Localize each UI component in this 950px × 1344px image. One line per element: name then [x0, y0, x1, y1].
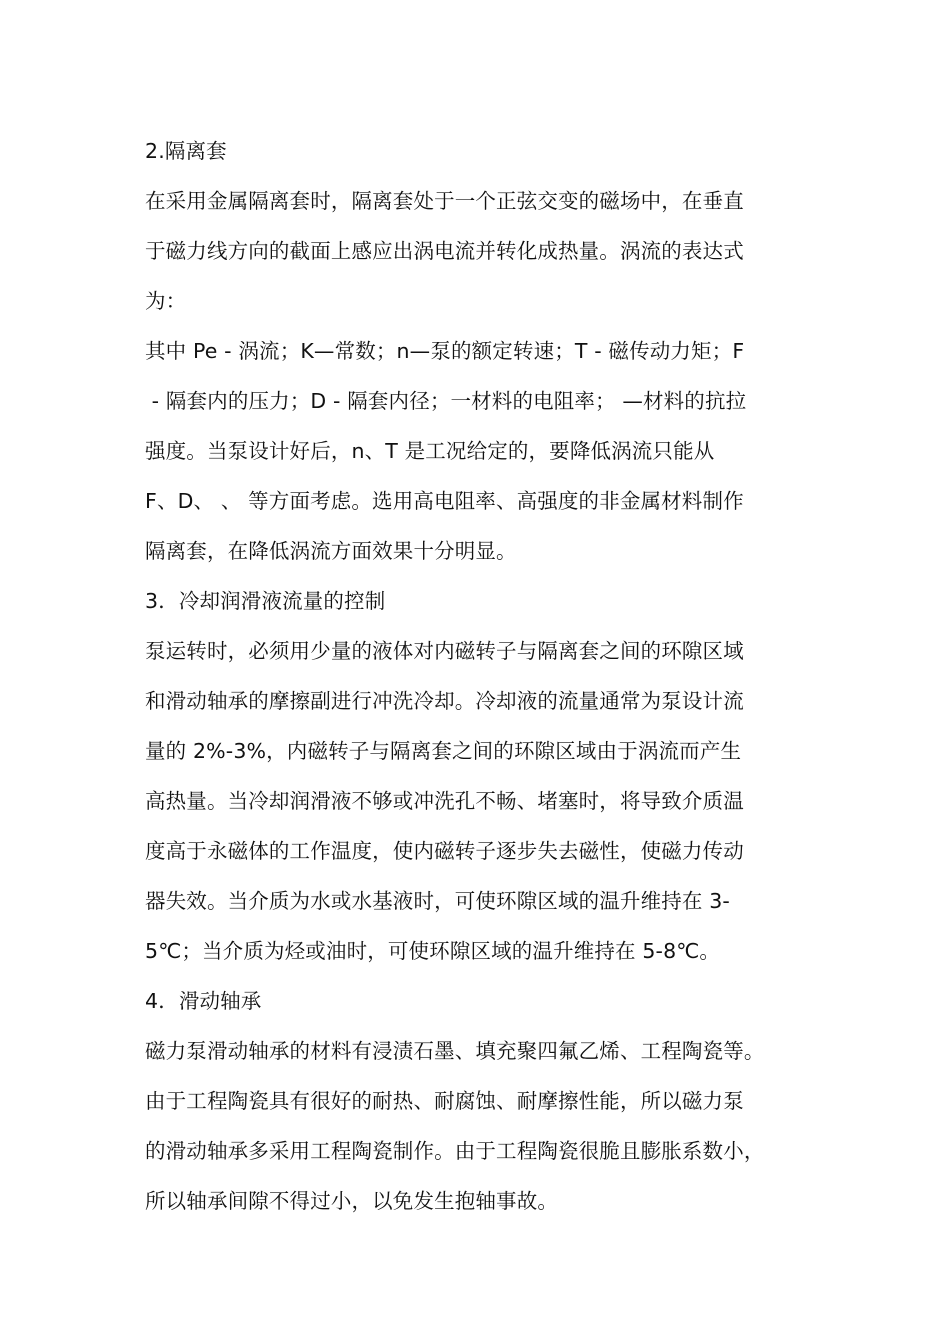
section-heading-sliding-bearing: 4．滑动轴承: [145, 989, 262, 1013]
paragraph-line: 磁力泵滑动轴承的材料有浸渍石墨、填充聚四氟乙烯、工程陶瓷等。: [145, 1039, 765, 1063]
paragraph-line: - 隔套内的压力；D - 隔套内径；一材料的电阻率； —材料的抗拉: [145, 389, 747, 413]
paragraph-line: 隔离套，在降低涡流方面效果十分明显。: [145, 539, 517, 563]
paragraph-line: 度高于永磁体的工作温度，使内磁转子逐步失去磁性，使磁力传动: [145, 839, 744, 863]
paragraph-line: 泵运转时，必须用少量的液体对内磁转子与隔离套之间的环隙区域: [145, 639, 744, 663]
paragraph-line: 和滑动轴承的摩擦副进行冲洗冷却。冷却液的流量通常为泵设计流: [145, 689, 744, 713]
paragraph-line: 量的 2%-3%，内磁转子与隔离套之间的环隙区域由于涡流而产生: [145, 739, 742, 763]
paragraph-line: 于磁力线方向的截面上感应出涡电流并转化成热量。涡流的表达式: [145, 239, 744, 263]
section-heading-isolation-sleeve: 2.隔离套: [145, 139, 227, 163]
paragraph-line: 强度。当泵设计好后，n、T 是工况给定的，要降低涡流只能从: [145, 439, 715, 463]
paragraph-line: 为：: [145, 289, 187, 313]
section-heading-coolant-flow: 3．冷却润滑液流量的控制: [145, 589, 386, 613]
paragraph-line: 的滑动轴承多采用工程陶瓷制作。由于工程陶瓷很脆且膨胀系数小，: [145, 1139, 765, 1163]
paragraph-line: 其中 Pe - 涡流；K—常数；n—泵的额定转速；T - 磁传动力矩；F: [145, 339, 745, 363]
paragraph-line: 由于工程陶瓷具有很好的耐热、耐腐蚀、耐摩擦性能，所以磁力泵: [145, 1089, 744, 1113]
paragraph-line: 在采用金属隔离套时，隔离套处于一个正弦交变的磁场中，在垂直: [145, 189, 744, 213]
paragraph-line: 高热量。当冷却润滑液不够或冲洗孔不畅、堵塞时，将导致介质温: [145, 789, 744, 813]
paragraph-line: 器失效。当介质为水或水基液时，可使环隙区域的温升维持在 3-: [145, 889, 730, 913]
document-body: [145, 126, 817, 1226]
paragraph-line: 所以轴承间隙不得过小，以免发生抱轴事故。: [145, 1189, 558, 1213]
paragraph-line: 5℃；当介质为烃或油时，可使环隙区域的温升维持在 5-8℃。: [145, 939, 721, 963]
paragraph-line: F、D、 、 等方面考虑。选用高电阻率、高强度的非金属材料制作: [145, 489, 744, 513]
